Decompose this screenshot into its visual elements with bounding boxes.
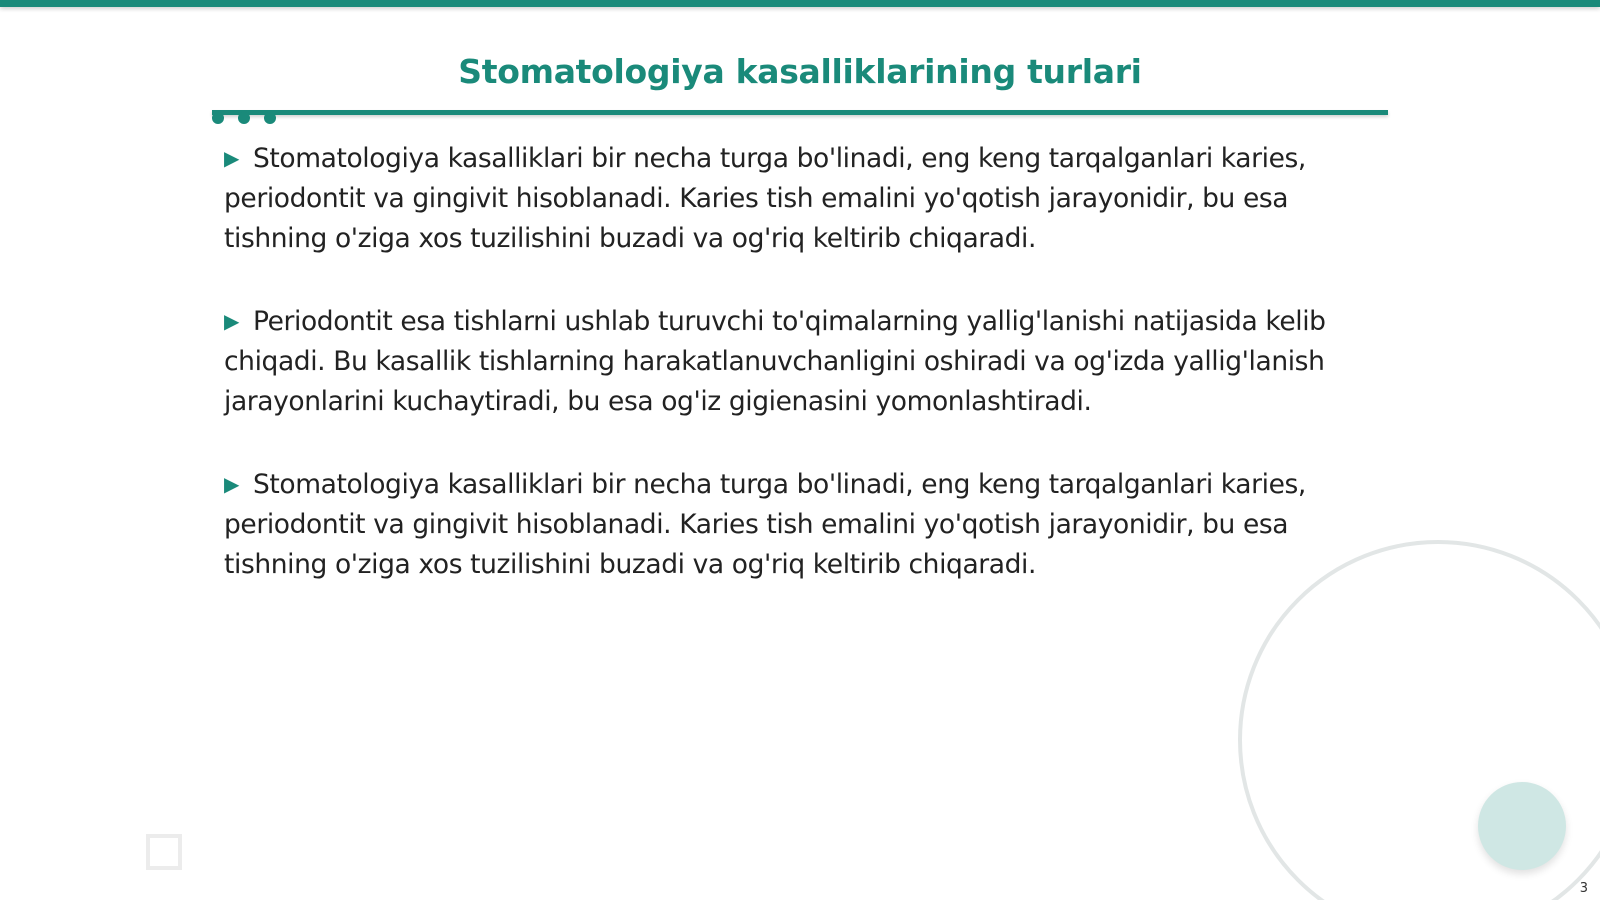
title-underline: [212, 110, 1388, 115]
slide-title: Stomatologiya kasalliklarining turlari: [458, 52, 1142, 91]
paragraph-text: Periodontit esa tishlarni ushlab turuvchi to'qimalarning yallig'lanishi natijasida kelib chiqadi. Bu kasallik tishlarning harakatlanuvchanligini oshiradi va og'izda yallig'lanish jarayonlarini kuchaytiradi, bu esa og'iz gigienasini yomonlashtiradi.: [224, 306, 1326, 417]
bullet-paragraph-2: [224, 301, 1374, 422]
bullet-paragraph-3: [224, 464, 1374, 585]
triangle-right-icon: ▶: [224, 472, 239, 496]
paragraph-text: Stomatologiya kasalliklari bir necha turga bo'linadi, eng keng tarqalganlari karies, periodontit va gingivit hisoblanadi. Karies tish emalini yo'qotish jarayonidir, bu esa tishning o'ziga xos tuzilishini buzadi va og'riq keltirib chiqaradi.: [224, 469, 1306, 580]
bullet-paragraph-1: [224, 138, 1374, 259]
decor-dot-3: [264, 112, 276, 124]
decorative-square: [146, 834, 182, 870]
decor-dot-2: [238, 112, 250, 124]
decorative-circle: [1478, 782, 1566, 870]
top-accent-bar: [0, 0, 1600, 7]
triangle-right-icon: ▶: [224, 146, 239, 170]
decor-dot-1: [212, 112, 224, 124]
paragraph-text: Stomatologiya kasalliklari bir necha turga bo'linadi, eng keng tarqalganlari karies, periodontit va gingivit hisoblanadi. Karies tish emalini yo'qotish jarayonidir, bu esa tishning o'ziga xos tuzilishini buzadi va og'riq keltirib chiqaradi.: [224, 143, 1306, 254]
slide-number: 3: [1579, 881, 1588, 896]
triangle-right-icon: ▶: [224, 309, 239, 333]
slide-content: [224, 138, 1374, 627]
